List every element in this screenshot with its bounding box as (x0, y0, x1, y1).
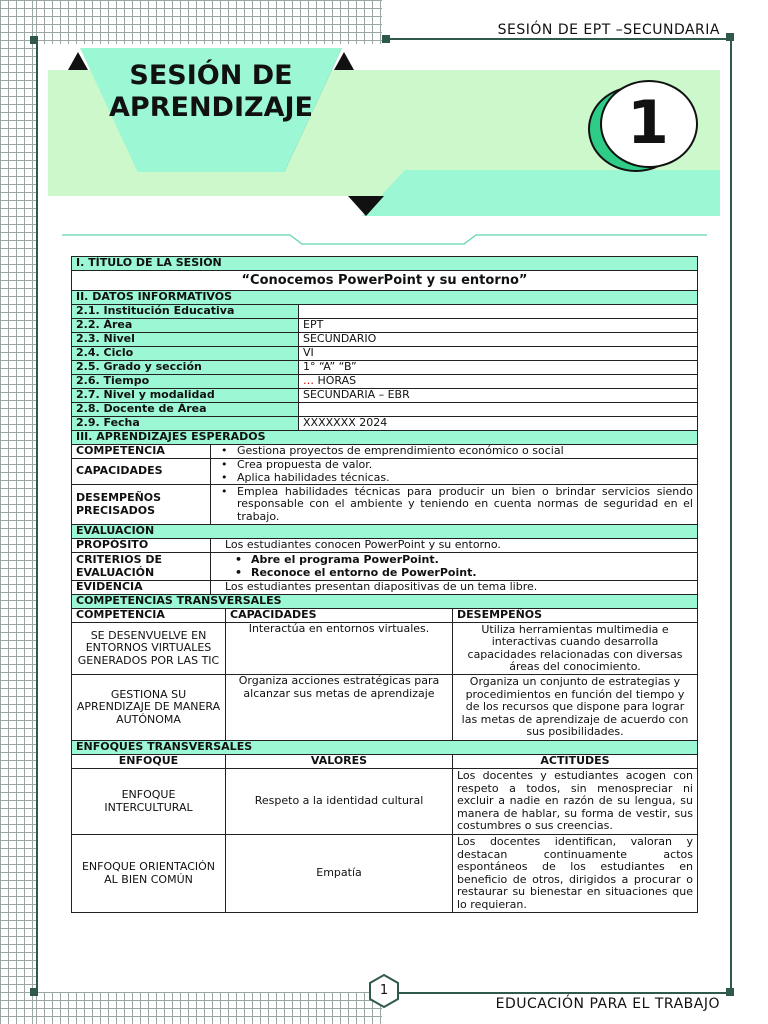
table-row (72, 305, 698, 319)
triangle-down-icon (348, 196, 384, 216)
grid-background-left (0, 0, 36, 1024)
table-row (72, 319, 698, 333)
actitud-cell: Los docentes identifican, valoran y destacan continuamente actos espontáneos de los estudiantes en beneficio de otros, dirigidos a procurar o restaurar su bienestar en situaciones que lo requieran. (453, 835, 698, 913)
table-row (72, 375, 698, 389)
proposito-label: PROPÓSITO (72, 539, 211, 553)
frame-line-left (36, 40, 38, 992)
field-label: 2.2. Área (72, 319, 299, 333)
grid-background-top (36, 0, 382, 44)
section-title-heading: I. TÍTULO DE LA SESIÓN (72, 257, 698, 271)
table-row (72, 623, 698, 675)
section-transversal-heading: COMPETENCIAS TRANSVERSALES (72, 595, 698, 609)
enfoque-cell: ENFOQUE INTERCULTURAL (72, 769, 226, 835)
column-header: ACTITUDES (453, 755, 698, 769)
field-label: 2.9. Fecha (72, 417, 299, 431)
divider-ornament (62, 232, 707, 246)
footer-line (395, 992, 731, 994)
column-header: COMPETENCIA (72, 609, 226, 623)
field-value: VI (299, 347, 698, 361)
valor-cell: Empatía (226, 835, 453, 913)
header-line (385, 38, 731, 40)
field-label: 2.5. Grado y sección (72, 361, 299, 375)
list-item: • Abre el programa PowerPoint. (229, 554, 693, 567)
field-value: 1° “A” “B” (299, 361, 698, 375)
capacidades-label: CAPACIDADES (72, 459, 211, 485)
session-table (71, 256, 698, 913)
table-row (72, 835, 698, 913)
field-value: XXXXXXX 2024 (299, 417, 698, 431)
desempeno-cell: Utiliza herramientas multimedia e interactivas cuando desarrolla capacidades relacionadas con diversas áreas del conocimiento. (453, 623, 698, 675)
desempeno-cell: Organiza un conjunto de estrategias y procedimientos en función del tiempo y de los recursos que dispone para lograr las metas de aprendizaje de acuerdo con sus posibilidades. (453, 675, 698, 741)
time-unit: HORAS (314, 374, 357, 388)
session-number: 1 (627, 88, 669, 158)
page-number: 1 (379, 983, 389, 998)
field-value (299, 305, 698, 319)
field-label: 2.4. Ciclo (72, 347, 299, 361)
table-row (72, 361, 698, 375)
field-label: 2.8. Docente de Área (72, 403, 299, 417)
competencia-label: COMPETENCIA (72, 445, 211, 459)
table-row (72, 389, 698, 403)
capacidades-cell (211, 459, 698, 485)
section-evaluation-heading: EVALUACIÓN (72, 525, 698, 539)
field-value: SECUNDARIO (299, 333, 698, 347)
title-line-1: SESIÓN DE (129, 60, 293, 91)
competencia-cell: SE DESENVUELVE EN ENTORNOS VIRTUALES GENERADOS POR LAS TIC (72, 623, 226, 675)
field-label: 2.1. Institución Educativa (72, 305, 299, 319)
title-line-2: APRENDIZAJE (109, 92, 313, 123)
evidencia-value: Los estudiantes presentan diapositivas de un tema libre. (211, 581, 698, 595)
criterios-label: CRITERIOS DE EVALUACIÓN (72, 553, 211, 581)
field-value (299, 375, 698, 389)
table-row (72, 417, 698, 431)
frame-corner (726, 33, 734, 41)
frame-line-right (730, 38, 732, 992)
footer-label: EDUCACIÓN PARA EL TRABAJO (495, 996, 720, 1012)
frame-corner (30, 36, 38, 44)
list-item: • Reconoce el entorno de PowerPoint. (229, 567, 693, 580)
column-header: CAPACIDADES (226, 609, 453, 623)
table-row (72, 403, 698, 417)
desempenos-label: DESEMPEÑOS PRECISADOS (72, 485, 211, 525)
banner-strip (362, 170, 720, 216)
field-value: SECUNDARIA – EBR (299, 389, 698, 403)
section-learning-heading: III. APRENDIZAJES ESPERADOS (72, 431, 698, 445)
enfoque-cell: ENFOQUE ORIENTACIÓN AL BIEN COMÚN (72, 835, 226, 913)
field-label: 2.7. Nivel y modalidad (72, 389, 299, 403)
page-title (80, 60, 342, 124)
field-label: 2.6. Tiempo (72, 375, 299, 389)
competencia-value: • Gestiona proyectos de emprendimiento económico o social (215, 445, 693, 458)
section-approaches-heading: ENFOQUES TRANSVERSALES (72, 741, 698, 755)
competencia-cell: GESTIONA SU APRENDIZAJE DE MANERA AUTÓNOMA (72, 675, 226, 741)
table-row (72, 333, 698, 347)
list-item: • Crea propuesta de valor. (215, 459, 693, 472)
evidencia-label: EVIDENCIA (72, 581, 211, 595)
field-value: EPT (299, 319, 698, 333)
header-label: SESIÓN DE EPT –SECUNDARIA (497, 22, 720, 38)
table-row (72, 347, 698, 361)
section-data-heading: II. DATOS INFORMATIVOS (72, 291, 698, 305)
list-item: • Aplica habilidades técnicas. (215, 472, 693, 485)
valor-cell: Respeto a la identidad cultural (226, 769, 453, 835)
session-title: “Conocemos PowerPoint y su entorno” (72, 271, 698, 291)
column-header: DESEMPEÑOS (453, 609, 698, 623)
field-label: 2.3. Nivel (72, 333, 299, 347)
table-row (72, 769, 698, 835)
grid-background-bottom (36, 992, 382, 1024)
capacidad-cell: Organiza acciones estratégicas para alcanzar sus metas de aprendizaje (226, 675, 453, 741)
time-placeholder: … (303, 374, 314, 388)
proposito-value: Los estudiantes conocen PowerPoint y su entorno. (211, 539, 698, 553)
capacidad-cell: Interactúa en entornos virtuales. (226, 623, 453, 675)
table-row (72, 675, 698, 741)
frame-corner (30, 988, 38, 996)
actitud-cell: Los docentes y estudiantes acogen con respeto a todos, sin menospreciar ni excluir a nadie en razón de su lengua, su manera de hablar, su forma de vestir, sus costumbres o sus creencias. (453, 769, 698, 835)
field-value (299, 403, 698, 417)
desempenos-cell (211, 485, 698, 525)
frame-corner (382, 35, 390, 43)
column-header: VALORES (226, 755, 453, 769)
column-header: ENFOQUE (72, 755, 226, 769)
criterios-cell (211, 553, 698, 581)
desempeno-value: • Emplea habilidades técnicas para producir un bien o brindar servicios siendo responsable con el ambiente y teniendo en cuenta normas de seguridad en el trabajo. (215, 486, 693, 524)
competencia-cell (211, 445, 698, 459)
